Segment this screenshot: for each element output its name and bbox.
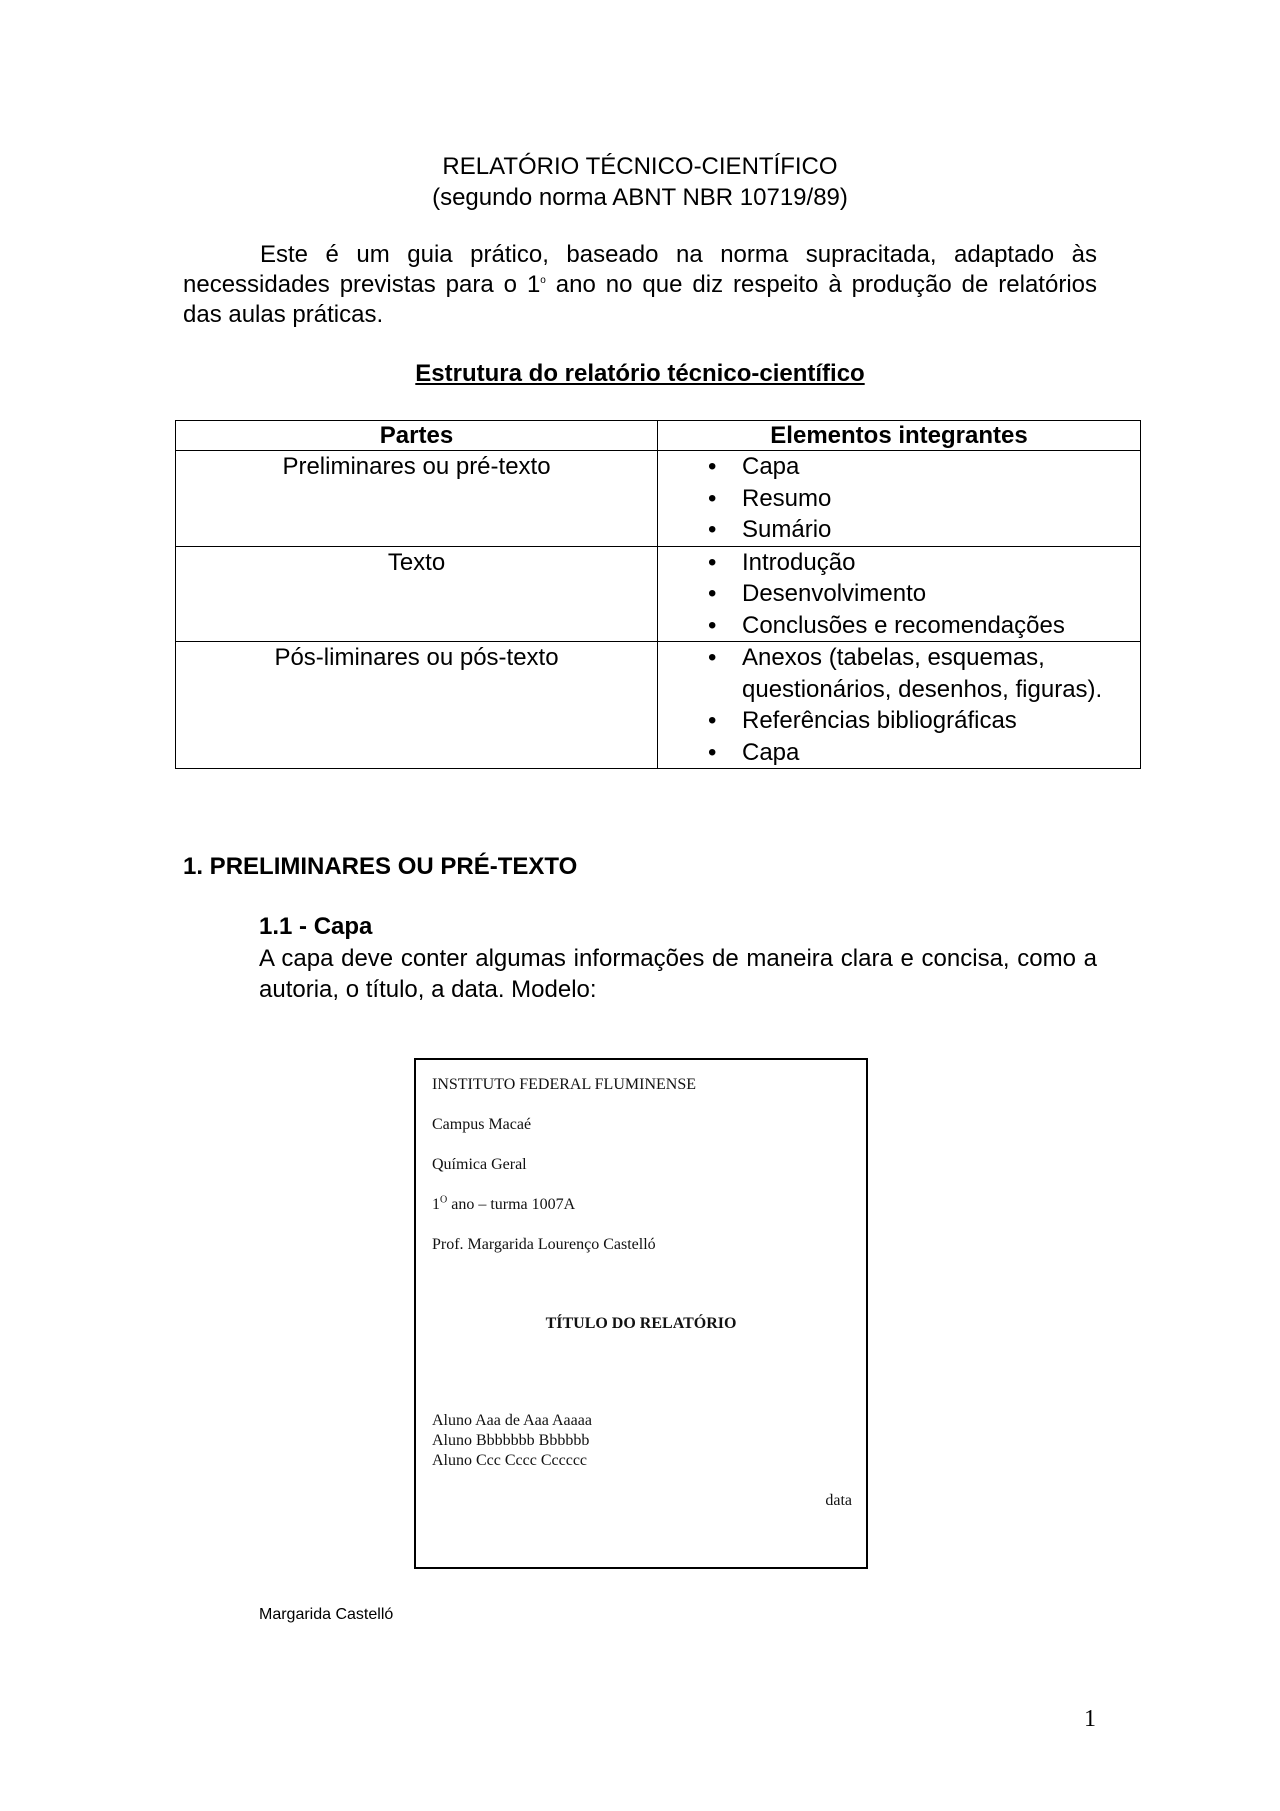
element-label: Sumário [742,516,832,543]
model-report-title: TÍTULO DO RELATÓRIO [545,1315,737,1332]
intro-text-start: Este é um guia prático, baseado na norma supracitada, adaptado às necessidades previstas para o 1 [183,241,1097,298]
model-student: Aluno Bbbbbbb Bbbbbb [432,1432,590,1449]
model-student: Aluno Ccc Cccc Cccccc [432,1452,588,1469]
list-item [708,514,1140,546]
bullet-icon: • [708,580,717,607]
model-course: Química Geral [432,1156,527,1173]
cover-model [414,1058,868,1569]
list-item [708,705,1140,737]
list-item [708,451,1140,483]
section-heading: 1. PRELIMINARES OU PRÉ-TEXTO [183,853,578,880]
model-year [432,1196,575,1214]
elements-list [658,547,1140,642]
part-cell: Pós-liminares ou pós-texto [176,642,658,769]
element-label: Anexos (tabelas, esquemas, questionários, desenhos, figuras). [742,644,1103,703]
elements-cell [658,642,1141,769]
document-header [0,151,1280,213]
elements-list [658,451,1140,546]
page-number: 1 [1084,1706,1096,1732]
part-cell: Texto [176,546,658,642]
list-item [708,547,1140,579]
column-header-parts: Partes [176,421,658,451]
document-title: RELATÓRIO TÉCNICO-CIENTÍFICO [442,153,838,180]
elements-list [658,642,1140,768]
element-label: Desenvolvimento [742,580,927,607]
bullet-icon: • [708,611,717,639]
model-professor: Prof. Margarida Lourenço Castelló [432,1236,656,1253]
document-subtitle: (segundo norma ABNT NBR 10719/89) [432,184,848,211]
bullet-icon: • [708,453,717,480]
intro-paragraph [183,240,1097,330]
intro-text-end: ano no que diz respeito à produção de relatórios das aulas práticas. [183,271,1097,328]
subsection-heading: 1.1 - Capa [259,913,373,940]
list-item [708,610,1140,642]
bullet-icon: • [708,548,717,576]
elements-cell [658,451,1141,547]
table-row [176,451,1141,547]
list-item [708,737,1140,769]
element-label: Conclusões e recomendações [742,611,1065,639]
bullet-icon: • [708,644,717,671]
list-item [708,578,1140,610]
model-campus: Campus Macaé [432,1116,532,1133]
model-student: Aluno Aaa de Aaa Aaaaa [432,1412,592,1429]
table-row [176,642,1141,769]
list-item [708,642,1140,705]
model-date: data [825,1492,852,1509]
ordinal-superscript: o [540,275,546,286]
element-label: Introdução [742,548,856,576]
bullet-icon: • [708,738,717,766]
part-cell: Preliminares ou pré-texto [176,451,658,547]
element-label: Capa [742,453,800,480]
table-row [176,546,1141,642]
capa-paragraph: A capa deve conter algumas informações de maneira clara e concisa, como a autoria, o título, a data. Modelo: [259,945,1097,1003]
bullet-icon: • [708,707,717,734]
column-header-elements: Elementos integrantes [658,421,1141,451]
model-year-class: ano – turma 1007A [447,1196,576,1213]
footer-author: Margarida Castelló [259,1606,394,1623]
model-institution: INSTITUTO FEDERAL FLUMINENSE [432,1076,696,1093]
element-label: Resumo [742,484,832,512]
element-label: Referências bibliográficas [742,707,1017,734]
structure-heading: Estrutura do relatório técnico-científico [415,360,865,387]
list-item [708,483,1140,515]
element-label: Capa [742,738,800,766]
elements-cell [658,546,1141,642]
model-year-number: 1 [432,1196,440,1213]
table-header-row [176,421,1141,451]
bullet-icon: • [708,516,717,543]
bullet-icon: • [708,484,717,512]
model-year-superscript: O [440,1194,448,1206]
structure-table [175,420,1141,769]
